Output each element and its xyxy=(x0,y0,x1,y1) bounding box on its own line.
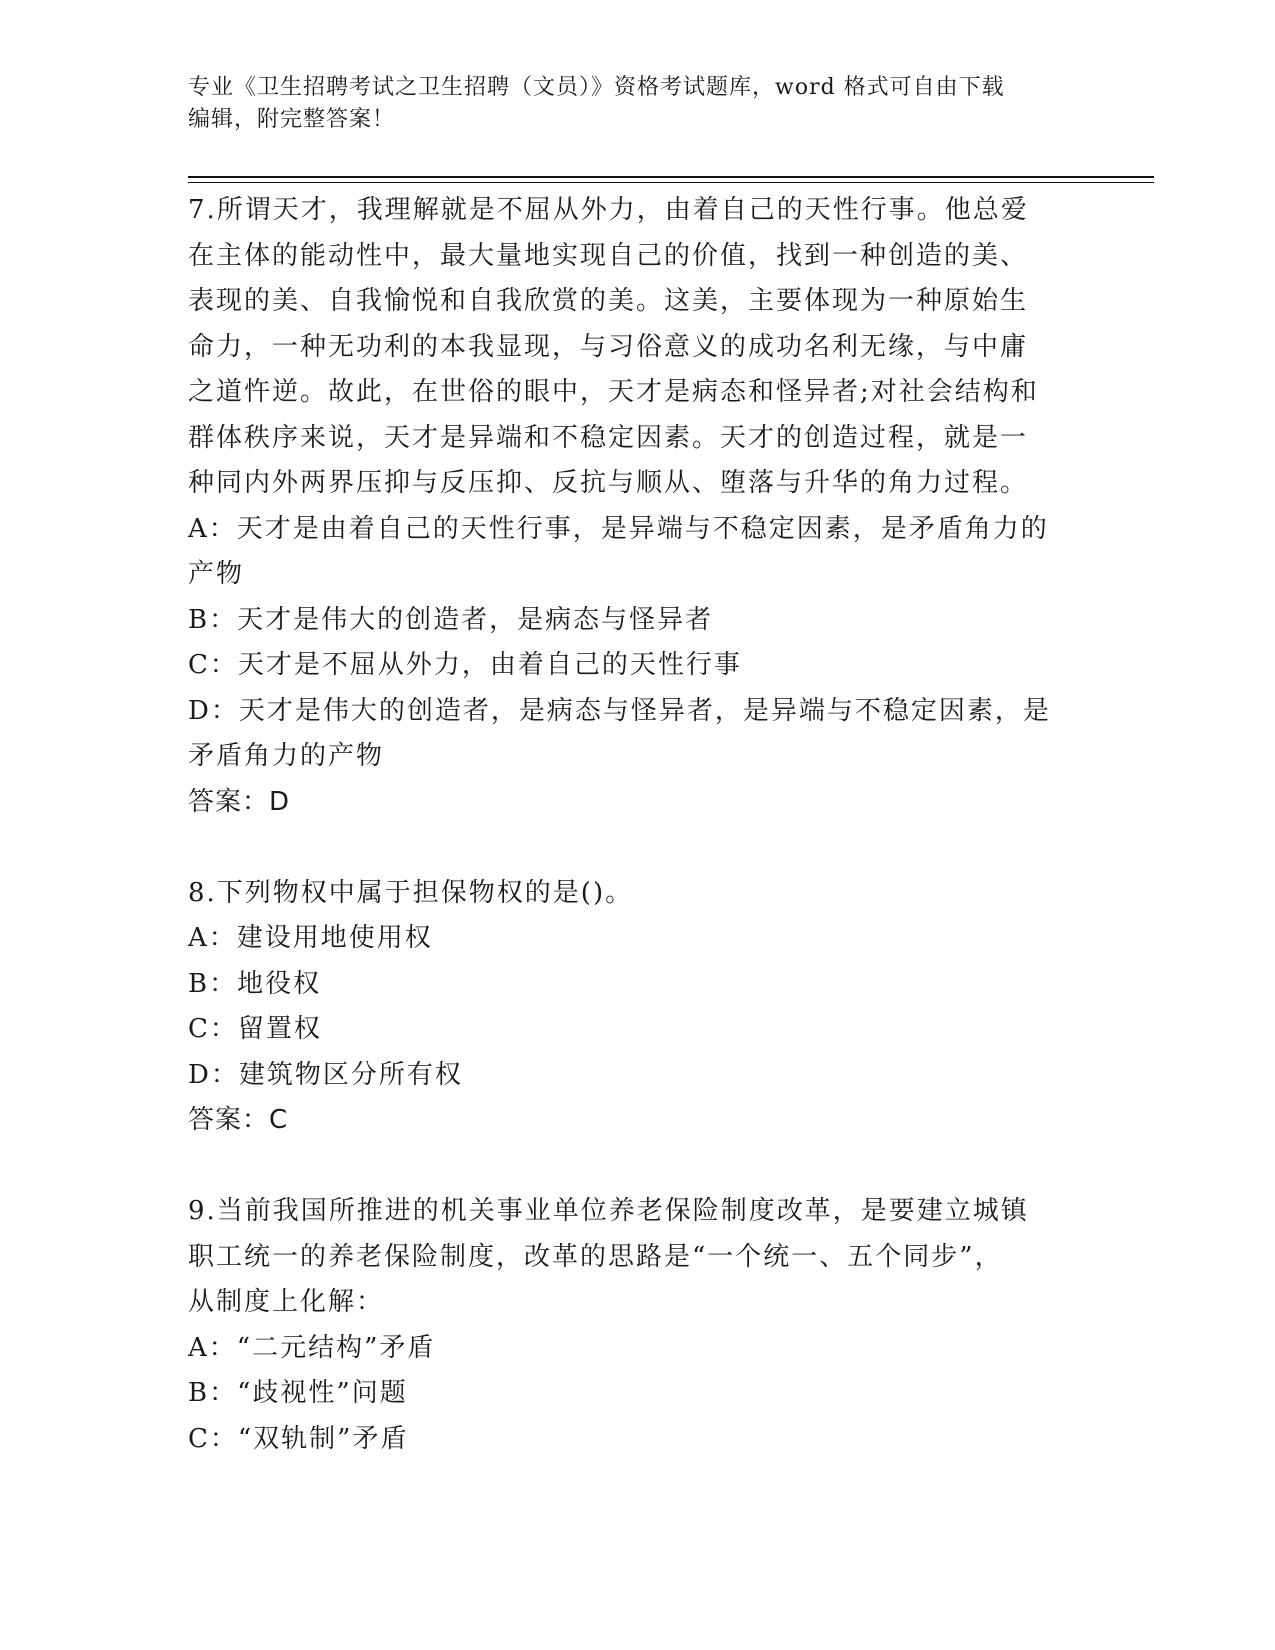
option-d-continued: 矛盾角力的产物 xyxy=(188,741,385,771)
option-b: B：“歧视性”问题 xyxy=(188,1378,408,1408)
header-rule-thick xyxy=(188,176,1154,178)
option-b: B：天才是伟大的创造者，是病态与怪异者 xyxy=(188,604,714,635)
question-stem-line: 职工统一的养老保险制度，改革的思路是“一个统一、五个同步”， xyxy=(188,1241,1003,1272)
option-b: B：地役权 xyxy=(188,968,322,999)
header-rule-thin xyxy=(188,182,1154,183)
answer: 答案：D xyxy=(188,786,291,817)
option-d: D：天才是伟大的创造者，是病态与怪异者，是异端与不稳定因素，是 xyxy=(188,695,1051,726)
question-stem-line: 之道忤逆。故此，在世俗的眼中，天才是病态和怪异者;对社会结构和 xyxy=(188,377,1039,407)
spacer xyxy=(188,825,1088,871)
answer: 答案：C xyxy=(188,1105,289,1135)
option-c: C：“双轨制”矛盾 xyxy=(188,1423,409,1454)
question-stem-line: 命力，一种无功利的本我显现，与习俗意义的成功名利无缘，与中庸 xyxy=(188,331,1029,362)
option-a-continued: 产物 xyxy=(188,559,245,589)
question-stem-line: 从制度上化解： xyxy=(188,1287,385,1317)
option-c: C：留置权 xyxy=(188,1014,322,1044)
question-9 xyxy=(188,1189,1088,1462)
question-stem-line: 群体秩序来说，天才是异端和不稳定因素。天才的创造过程，就是一 xyxy=(188,422,1029,453)
spacer xyxy=(188,1144,1088,1190)
option-a: A：天才是由着自己的天性行事，是异端与不稳定因素，是矛盾角力的 xyxy=(188,513,1049,544)
header-line-1: 专业《卫生招聘考试之卫生招聘（文员）》资格考试题库，word 格式可自由下载 xyxy=(188,75,1005,100)
question-8 xyxy=(188,871,1088,1144)
option-a: A：“二元结构”矛盾 xyxy=(188,1332,436,1363)
question-stem-line: 表现的美、自我愉悦和自我欣赏的美。这美，主要体现为一种原始生 xyxy=(188,286,1029,316)
question-stem-line: 8.下列物权中属于担保物权的是()。 xyxy=(188,877,634,908)
question-list xyxy=(188,188,1088,1462)
option-c: C：天才是不屈从外力，由着自己的天性行事 xyxy=(188,650,742,680)
question-7 xyxy=(188,188,1088,825)
question-stem-line: 9.当前我国所推进的机关事业单位养老保险制度改革，是要建立城镇 xyxy=(188,1196,1029,1226)
option-a: A：建设用地使用权 xyxy=(188,923,433,953)
header-line-2: 编辑，附完整答案！ xyxy=(188,107,396,132)
option-d: D：建筑物区分所有权 xyxy=(188,1059,463,1090)
question-stem-line: 7.所谓天才，我理解就是不屈从外力，由着自己的天性行事。他总爱 xyxy=(188,195,1029,225)
document-header xyxy=(188,72,1068,136)
question-stem-line: 种同内外两界压抑与反压抑、反抗与顺从、堕落与升华的角力过程。 xyxy=(188,468,1029,498)
question-stem-line: 在主体的能动性中，最大量地实现自己的价值，找到一种创造的美、 xyxy=(188,240,1029,271)
